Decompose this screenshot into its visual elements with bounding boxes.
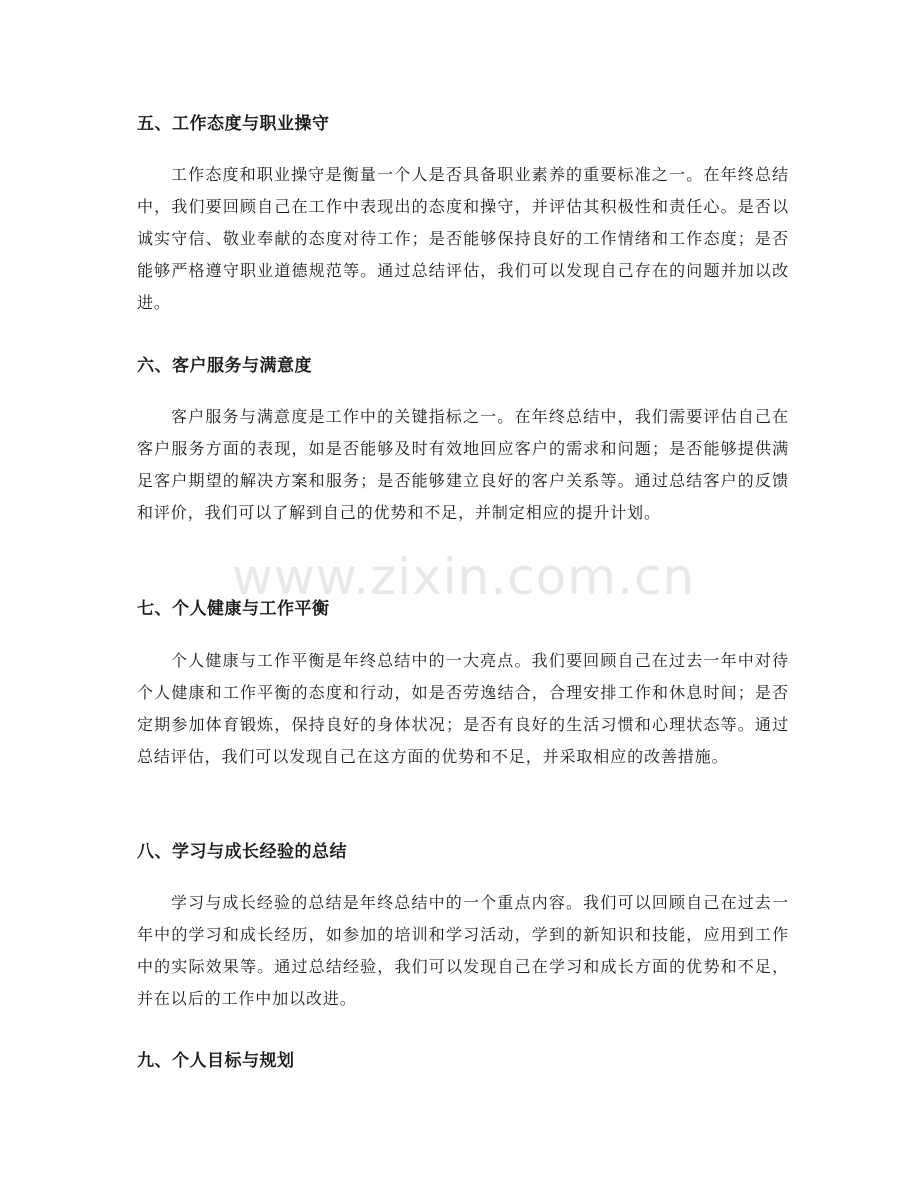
section-heading-8: 八、学习与成长经验的总结	[137, 842, 347, 862]
section-body-5: 工作态度和职业操守是衡量一个人是否具备职业素养的重要标准之一。在年终总结中，我们要回顾自己在工作中表现出的态度和操守，并评估其积极性和责任心。是否以诚实守信、敬业奉献的态度对待工作；是否能够保持良好的工作情绪和工作态度；是否能够严格遵守职业道德规范等。通过总结评估，我们可以发现自己存在的问题并加以改进。	[137, 165, 789, 312]
section-body-6: 客户服务与满意度是工作中的关键指标之一。在年终总结中，我们需要评估自己在客户服务方面的表现，如是否能够及时有效地回应客户的需求和问题；是否能够提供满足客户期望的解决方案和服务；是否能够建立良好的客户关系等。通过总结客户的反馈和评价，我们可以了解到自己的优势和不足，并制定相应的提升计划。	[137, 407, 789, 522]
section-body-8: 学习与成长经验的总结是年终总结中的一个重点内容。我们可以回顾自己在过去一年中的学习和成长经历，如参加的培训和学习活动，学到的新知识和技能，应用到工作中的实际效果等。通过总结经验，我们可以发现自己在学习和成长方面的优势和不足，并在以后的工作中加以改进。	[137, 893, 789, 1008]
section-heading-6: 六、客户服务与满意度	[137, 356, 312, 376]
section-body-7: 个人健康与工作平衡是年终总结中的一大亮点。我们要回顾自己在过去一年中对待个人健康和工作平衡的态度和行动，如是否劳逸结合，合理安排工作和休息时间；是否定期参加体育锻炼，保持良好的身体状况；是否有良好的生活习惯和心理状态等。通过总结评估，我们可以发现自己在这方面的优势和不足，并采取相应的改善措施。	[137, 651, 789, 766]
section-heading-9: 九、个人目标与规划	[137, 1051, 295, 1071]
section-heading-7: 七、个人健康与工作平衡	[137, 599, 330, 619]
section-heading-5: 五、工作态度与职业操守	[137, 114, 330, 134]
watermark: www.zixin.com.cn	[232, 548, 696, 606]
